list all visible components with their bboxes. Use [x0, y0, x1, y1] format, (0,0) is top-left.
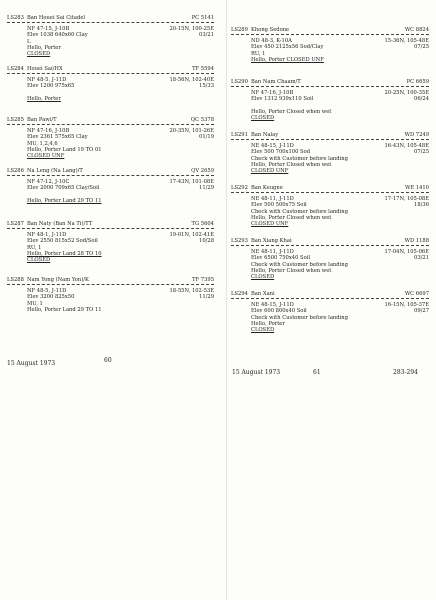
- entry-line: [27, 96, 214, 102]
- directory-entry: [7, 168, 214, 204]
- entry-divider: [231, 192, 429, 193]
- entry-line-text: NF 48-5, J-11D: [27, 77, 67, 83]
- entry-body: [7, 77, 214, 102]
- entry-line-text: Hello, Porter: [27, 95, 61, 102]
- right-footer-date: 15 August 1973: [232, 369, 281, 376]
- entry-line-value: 16-43N, 105-48E: [384, 143, 429, 149]
- entry-name: Ban Pawi/T: [27, 117, 57, 123]
- entry-line-text: Hello, Porter Land 29 TO 11: [27, 197, 102, 204]
- entry-line-text: Check with Customer before landing: [251, 261, 348, 268]
- entry-name: Houei Sai/HX: [27, 66, 63, 72]
- entry-line-text: CLOSED UNF: [251, 168, 289, 175]
- entry-line-text: Elev 500 700x100 Sod: [251, 149, 311, 156]
- entry-line-value: 18-56N, 102-40E: [169, 77, 214, 83]
- entry-line-text: CLOSED UNF: [251, 221, 289, 228]
- entry-line-value: 10/28: [199, 238, 214, 245]
- entry-code: QV 2659: [191, 168, 214, 174]
- entry-body: [231, 196, 429, 227]
- entry-line-text: RU, 1: [251, 50, 266, 57]
- entry-line-value: 17-43N, 101-08E: [169, 179, 214, 185]
- entry-name: Khong Sedone: [251, 27, 290, 33]
- entry-line-text: NE 48-15, J-11D: [251, 143, 294, 149]
- entry-line: [251, 115, 429, 121]
- entry-line-text: Elev 3200 825x50: [27, 294, 75, 301]
- entry-line-text: NF 47-16, J-10B: [251, 90, 294, 96]
- directory-entry: [231, 185, 429, 227]
- entry-line-value: 01/19: [199, 134, 214, 141]
- entry-body: [231, 249, 429, 280]
- entry-body: [7, 232, 214, 263]
- entry-divider: [7, 124, 214, 125]
- entry-header: [7, 66, 214, 73]
- left-footer-date: 15 August 1973: [7, 360, 56, 367]
- directory-entry: [231, 291, 429, 333]
- entry-divider: [7, 73, 214, 74]
- entry-line-text: NF 47-15, J-10B: [27, 26, 70, 32]
- entry-line-text: Elev 1312 939x110 Soil: [251, 96, 314, 103]
- entry-divider: [7, 175, 214, 176]
- entry-line-text: NF 47-16, J-10B: [27, 128, 70, 134]
- entry-code: TF 5594: [192, 66, 214, 72]
- entry-line-text: CLOSED: [251, 274, 275, 281]
- entry-line-text: NF 48-1, J-11D: [27, 232, 67, 238]
- entry-line-value: 15/33: [199, 83, 214, 90]
- entry-line-text: MU, 1,2,4,6: [27, 140, 58, 147]
- entry-body: [7, 288, 214, 313]
- entry-line-value: 15-36N, 105-48E: [384, 38, 429, 44]
- entry-name: Nam Yong (Nam Yon)/K: [27, 277, 89, 283]
- entry-line-value: 09/27: [414, 308, 429, 315]
- directory-entry: [7, 15, 214, 57]
- entry-line-text: NE 48-15, J-11D: [251, 302, 294, 308]
- entry-id: LS292: [231, 185, 248, 191]
- entry-line-value: 07/25: [414, 44, 429, 51]
- entry-line: [27, 198, 214, 204]
- entry-line-text: Elev 2361 575x65 Clay: [27, 134, 88, 141]
- entry-body: [231, 38, 429, 63]
- entry-line-text: Hello, Porter Land 29 TO 11: [27, 306, 102, 313]
- entry-line-value: 06/24: [414, 96, 429, 103]
- entry-name: Ban Nam Chaam/T: [251, 79, 301, 85]
- entry-code: TG 5604: [191, 221, 214, 227]
- entry-line-text: Check with Customer before landing: [251, 208, 348, 215]
- entry-divider: [231, 139, 429, 140]
- entry-line: [251, 274, 429, 280]
- entry-header: [231, 185, 429, 192]
- entry-line-value: 20-15N, 100-25E: [169, 26, 214, 32]
- entry-line: [251, 327, 429, 333]
- entry-line-value: 19-01N, 102-41E: [169, 232, 214, 238]
- entry-name: Na Leng (Na Lang)/T: [27, 168, 83, 174]
- entry-id: LS284: [7, 66, 24, 72]
- entry-header: [7, 277, 214, 284]
- entry-header: [231, 132, 429, 139]
- entry-header: [231, 291, 429, 298]
- entry-id: LS285: [7, 117, 24, 123]
- entry-header: [231, 79, 429, 86]
- entry-code: TF 7395: [192, 277, 214, 283]
- entry-line-text: Hello, Porter: [251, 320, 285, 327]
- entry-line-text: NE 48-11, J-11D: [251, 196, 294, 202]
- entry-body: [7, 26, 214, 57]
- entry-line-text: Elev 500 500x75 Soil: [251, 202, 307, 209]
- directory-entry: [231, 27, 429, 63]
- entry-line-text: Elev 1200 975x65: [27, 83, 75, 90]
- entry-header: [231, 238, 429, 245]
- entry-line-value: 03/21: [199, 32, 214, 39]
- entry-body: [7, 179, 214, 204]
- entry-name: Ban Naty (Ban Na Ti)/TT: [27, 221, 93, 227]
- entry-body: [231, 302, 429, 333]
- entry-divider: [231, 34, 429, 35]
- entry-line-text: Elev 2550 815x52 Sod/Soil: [27, 238, 98, 245]
- entry-name: Ban Xiang Khai: [251, 238, 292, 244]
- entry-line-text: Elev 1038 640x60 Clay: [27, 32, 88, 39]
- entry-id: LS290: [231, 79, 248, 85]
- entry-divider: [7, 284, 214, 285]
- entry-line-value: 18/36: [414, 202, 429, 209]
- entry-line-value: 20-35N, 101-26E: [169, 128, 214, 134]
- entry-line-text: NF 47-12, J-10C: [27, 179, 70, 185]
- entry-header: [7, 221, 214, 228]
- entry-line-text: ND 48-3, K-10A: [251, 38, 292, 44]
- entry-line-text: CLOSED: [27, 257, 51, 264]
- entry-line: [27, 257, 214, 263]
- entry-line-text: Check with Customer before landing: [251, 155, 348, 162]
- right-footer-range: 283-294: [393, 369, 418, 376]
- entry-line: [27, 51, 214, 57]
- entry-id: LS293: [231, 238, 248, 244]
- entry-divider: [7, 228, 214, 229]
- entry-id: LS294: [231, 291, 248, 297]
- entry-line-text: MU, 1: [27, 300, 43, 307]
- entry-line-value: 11/29: [199, 185, 214, 192]
- entry-id: LS291: [231, 132, 248, 138]
- directory-entry: [231, 132, 429, 174]
- entry-line-text: NF 48-5, J-11D: [27, 288, 67, 294]
- entry-line-text: Hello, Porter Land 28 TO 10: [27, 250, 102, 257]
- entry-body: [231, 143, 429, 174]
- entry-line-value: 17-17N, 105-08E: [384, 196, 429, 202]
- entry-line-text: CLOSED: [251, 327, 275, 334]
- entry-code: QC 5378: [190, 117, 214, 123]
- entry-line-value: 16-15N, 105-37E: [384, 302, 429, 308]
- directory-entry: [231, 79, 429, 121]
- page-divider: [226, 0, 227, 600]
- entry-id: LS286: [7, 168, 24, 174]
- directory-entry: [231, 238, 429, 280]
- left-footer-page: 60: [104, 357, 112, 364]
- entry-body: [7, 128, 214, 159]
- entry-line-text: Hello, Porter Land 19 TO 01: [27, 146, 102, 153]
- entry-id: LS287: [7, 221, 24, 227]
- entry-name: Ban Houei Sai Citadel: [27, 15, 86, 21]
- entry-id: LS283: [7, 15, 24, 21]
- entry-header: [231, 27, 429, 34]
- entry-name: Ban Nalay: [251, 132, 279, 138]
- entry-id: LS288: [7, 277, 24, 283]
- entry-divider: [231, 86, 429, 87]
- entry-line: [251, 57, 429, 63]
- entry-line-text: Elev 6500 750x40 Soil: [251, 255, 311, 262]
- entry-line-text: Hello, Porter CLOSED UNF: [251, 56, 324, 63]
- entry-line-value: 18-55N, 102-53E: [169, 288, 214, 294]
- right-footer-page: 61: [313, 369, 321, 376]
- entry-line-text: Hello, Porter Closed when wet: [251, 108, 332, 115]
- entry-divider: [231, 298, 429, 299]
- entry-line-text: RU, 1: [27, 244, 42, 251]
- entry-code: WE 1410: [405, 185, 429, 191]
- entry-code: WD 1188: [404, 238, 429, 244]
- entry-code: WC 6697: [404, 291, 429, 297]
- entry-name: Ban Keugne: [251, 185, 283, 191]
- entry-id: LS289: [231, 27, 248, 33]
- entry-line: [251, 221, 429, 227]
- entry-line-text: Hello, Porter Closed when wet: [251, 267, 332, 274]
- entry-line: [27, 307, 214, 313]
- entry-line-value: 07/25: [414, 149, 429, 156]
- entry-body: [231, 90, 429, 121]
- entry-line: [251, 168, 429, 174]
- entry-line-text: CLOSED: [251, 115, 275, 122]
- entry-line-text: Check with Customer before landing: [251, 314, 348, 321]
- entry-divider: [231, 245, 429, 246]
- entry-header: [7, 15, 214, 22]
- entry-name: Ban Xani: [251, 291, 275, 297]
- entry-header: [7, 117, 214, 124]
- directory-entry: [7, 221, 214, 263]
- entry-line-text: Elev 450 2125x56 Sod/Clay: [251, 44, 324, 51]
- directory-entry: [7, 66, 214, 102]
- entry-header: [7, 168, 214, 175]
- entry-line-text: NE 48-11, J-11D: [251, 249, 294, 255]
- entry-line-text: Elev 2000 709x65 Clay/Soil: [27, 185, 100, 192]
- entry-line-text: Hello, Porter Closed when wet: [251, 214, 332, 221]
- entry-line-value: 17-04N, 105-06E: [384, 249, 429, 255]
- entry-divider: [7, 22, 214, 23]
- entry-line: [27, 153, 214, 159]
- entry-code: PC 5141: [191, 15, 214, 21]
- directory-entry: [7, 117, 214, 159]
- entry-line-value: 20-25N, 100-35E: [384, 90, 429, 96]
- entry-line-text: CLOSED: [27, 51, 51, 58]
- directory-entry: [7, 277, 214, 313]
- entry-line-text: L: [27, 38, 31, 45]
- entry-code: WC 8824: [404, 27, 429, 33]
- entry-line-text: CLOSED UNF: [27, 153, 65, 160]
- entry-line-value: 11/29: [199, 294, 214, 301]
- entry-line-text: Elev 600 800x40 Soil: [251, 308, 307, 315]
- entry-code: WD 7249: [404, 132, 429, 138]
- entry-line-text: Hello, Porter: [27, 44, 61, 51]
- entry-line-value: 03/21: [414, 255, 429, 262]
- entry-line-text: Hello, Porter Closed when wet: [251, 161, 332, 168]
- entry-code: PC 6659: [406, 79, 429, 85]
